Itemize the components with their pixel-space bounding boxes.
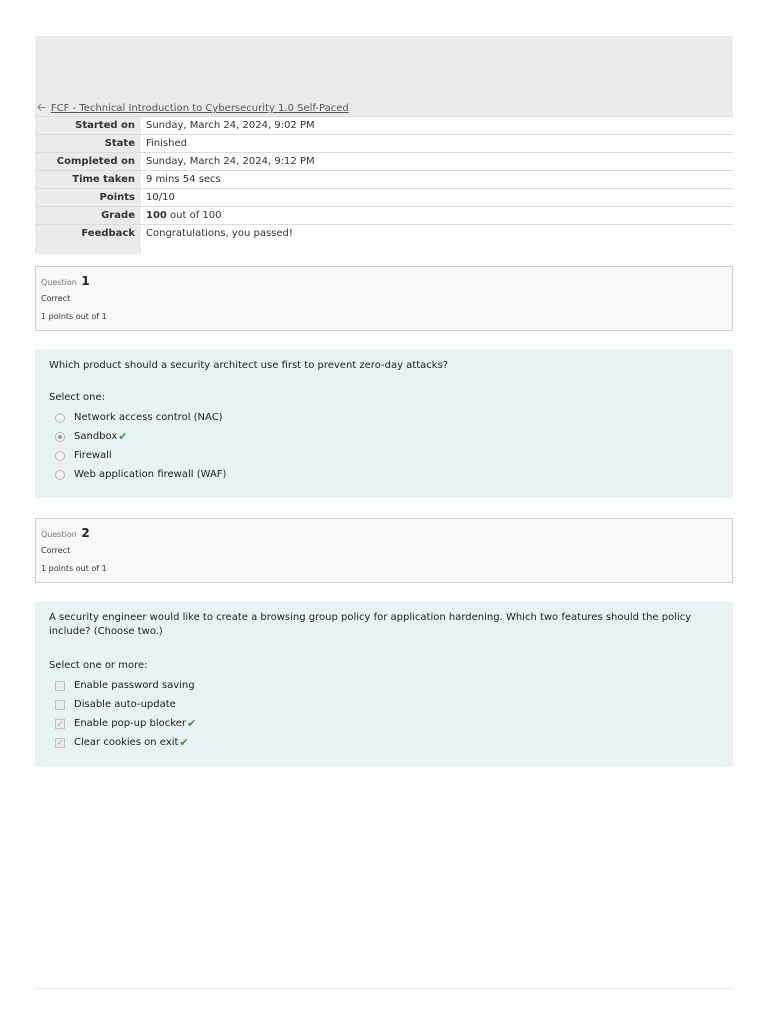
answer-text: Clear cookies on exit [74, 737, 179, 748]
answer-prompt: Select one: [49, 392, 106, 403]
answer-option[interactable] [55, 465, 226, 484]
answer-text: Firewall [74, 450, 112, 461]
checkmark-icon: ✔ [179, 736, 189, 749]
summary-value: Congratulations, you passed! [141, 225, 733, 255]
summary-row [35, 135, 733, 153]
question-grade: 1 points out of 1 [41, 564, 107, 573]
summary-value: Finished [141, 135, 733, 153]
answer-text: Network access control (NAC) [74, 412, 223, 423]
summary-label: Time taken [35, 171, 141, 189]
answer-list [55, 676, 196, 752]
arrow-left-icon[interactable]: 🡠 [37, 101, 46, 114]
summary-label: Feedback [35, 225, 141, 255]
answer-option[interactable] [55, 676, 196, 695]
summary-value: 9 mins 54 secs [141, 171, 733, 189]
question-state: Correct [41, 546, 71, 555]
answer-prompt: Select one or more: [49, 660, 148, 671]
answer-text: Disable auto-update [74, 699, 176, 710]
summary-label: Completed on [35, 153, 141, 171]
summary-label: Started on [35, 117, 141, 135]
answer-list [55, 408, 226, 484]
checkbox[interactable] [55, 681, 65, 691]
summary-label: Points [35, 189, 141, 207]
question-number-value: 2 [81, 526, 90, 540]
question-label: Question [41, 530, 77, 539]
radio-button-selected[interactable] [55, 432, 65, 442]
checkbox[interactable] [55, 700, 65, 710]
question-state: Correct [41, 294, 71, 303]
answer-option[interactable] [55, 733, 196, 752]
summary-value: Sunday, March 24, 2024, 9:12 PM [141, 153, 733, 171]
radio-button[interactable] [55, 470, 65, 480]
quiz-review-page [35, 36, 733, 989]
summary-table [35, 116, 733, 254]
question-number [41, 526, 90, 540]
attempt-summary [35, 36, 733, 254]
answer-text: Sandbox [74, 431, 118, 442]
answer-text: Enable pop-up blocker [74, 718, 186, 729]
answer-option[interactable] [55, 408, 226, 427]
question-text: A security engineer would like to create a browsing group policy for application hardening. Which two features should the policy include? (Choose two.) [49, 612, 692, 637]
summary-label: Grade [35, 207, 141, 225]
question-label: Question [41, 278, 77, 287]
summary-value: 10/10 [141, 189, 733, 207]
question-content-2 [35, 601, 733, 767]
radio-button[interactable] [55, 413, 65, 423]
summary-row [35, 153, 733, 171]
summary-row [35, 225, 733, 255]
question-grade: 1 points out of 1 [41, 312, 107, 321]
summary-label: State [35, 135, 141, 153]
question-number-value: 1 [81, 274, 90, 288]
answer-option[interactable] [55, 427, 226, 446]
question-text: Which product should a security architect use first to prevent zero-day attacks? [49, 360, 449, 371]
course-link-text[interactable]: FCF - Technical Introduction to Cybersecurity 1.0 Self-Paced [50, 103, 349, 114]
checkbox-checked[interactable]: ✓ [55, 738, 65, 748]
summary-row [35, 171, 733, 189]
grade-score: 100 [146, 210, 167, 221]
summary-row [35, 207, 733, 225]
checkbox-checked[interactable]: ✓ [55, 719, 65, 729]
summary-row [35, 117, 733, 135]
answer-text: Enable password saving [74, 680, 195, 691]
grade-total: out of 100 [166, 210, 222, 221]
answer-option[interactable] [55, 714, 196, 733]
question-info-1 [35, 266, 733, 331]
radio-button[interactable] [55, 451, 65, 461]
checkmark-icon: ✔ [118, 430, 128, 443]
summary-value: Sunday, March 24, 2024, 9:02 PM [141, 117, 733, 135]
question-info-2 [35, 518, 733, 583]
question-content-1 [35, 349, 733, 498]
answer-option[interactable] [55, 446, 226, 465]
answer-text: Web application firewall (WAF) [74, 469, 227, 480]
checkmark-icon: ✔ [186, 717, 197, 730]
summary-row [35, 189, 733, 207]
answer-option[interactable] [55, 695, 196, 714]
summary-value [141, 207, 733, 225]
question-number [41, 274, 90, 288]
